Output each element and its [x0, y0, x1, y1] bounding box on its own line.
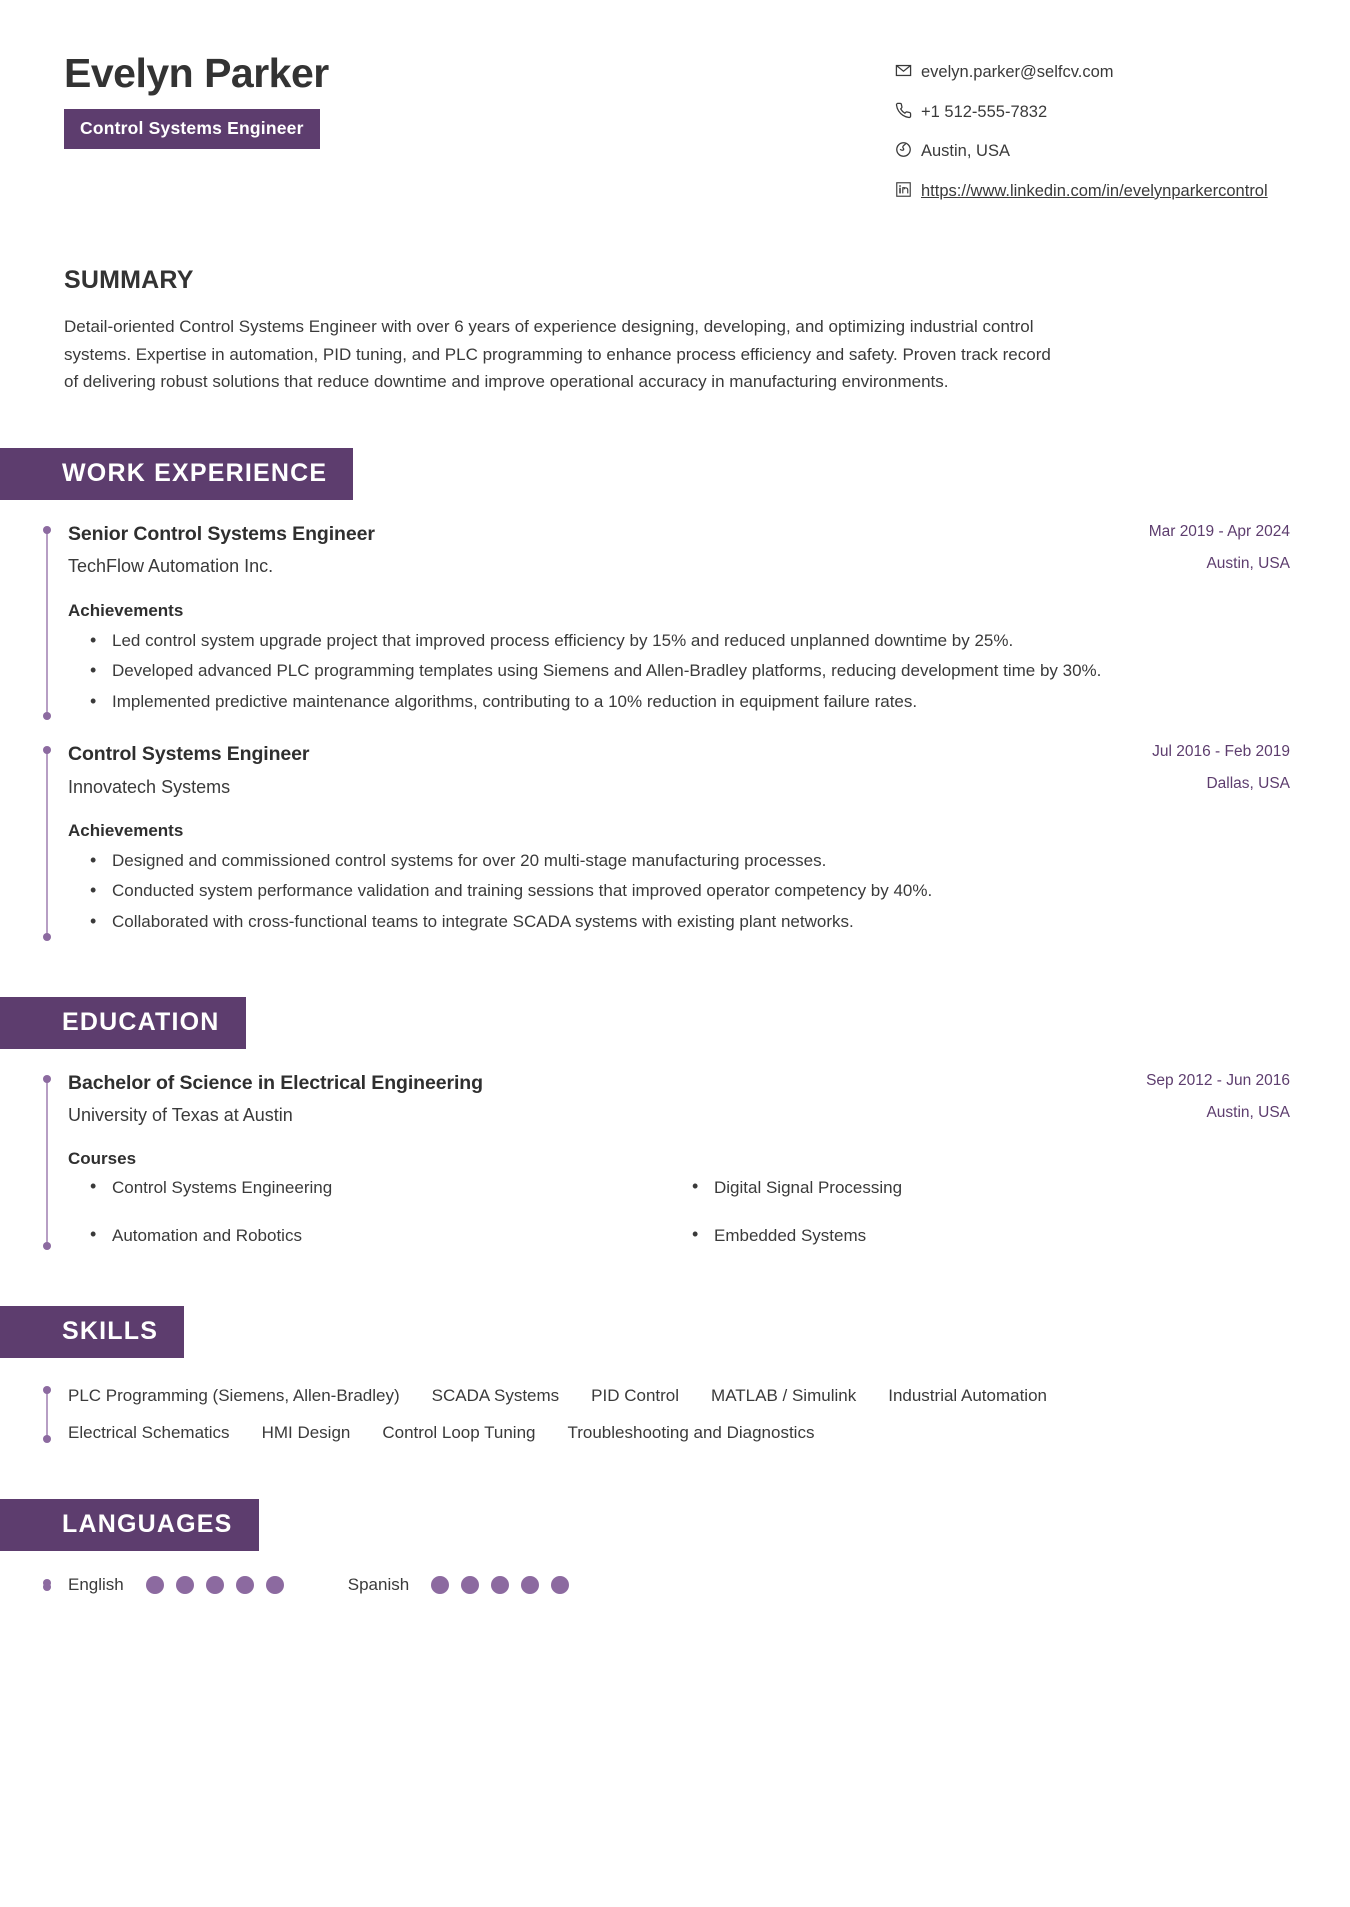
language-item — [348, 1575, 581, 1595]
list-item: • Conducted system performance validation and training sessions that improved operator competency by 40%. — [86, 877, 1290, 905]
timeline-dot-bottom — [43, 933, 51, 941]
rating-dot — [521, 1576, 539, 1594]
work-entry — [46, 742, 1290, 944]
work-entry-bullets — [86, 627, 1290, 716]
rating-dot — [461, 1576, 479, 1594]
work-entry — [46, 522, 1290, 724]
language-name: English — [68, 1574, 124, 1594]
contact-item-location — [895, 139, 1290, 165]
languages-banner-wrap — [0, 1499, 1350, 1551]
summary-section — [0, 266, 1350, 396]
skills-heading: SKILLS — [0, 1306, 184, 1358]
list-item: • Embedded Systems — [688, 1223, 1290, 1249]
work-entry-header — [68, 522, 1290, 579]
work-entry-organization: TechFlow Automation Inc. — [68, 556, 274, 577]
linkedin-icon — [895, 179, 921, 198]
skill-chip: SCADA Systems — [431, 1386, 560, 1406]
work-entry-location: Austin, USA — [1206, 554, 1290, 572]
list-item: • Developed advanced PLC programming templates using Siemens and Allen-Bradley platforms, reducing development time by 30%. — [86, 657, 1290, 685]
summary-text: Detail-oriented Control Systems Engineer with over 6 years of experience designing, developing, and optimizing industrial control systems. Expertise in automation, PID tuning, and PLC programming to enhance process efficiency and safety. Proven track record of delivering robust solutions that reduce downtime and improve operational accuracy in manufacturing environments. — [64, 317, 1051, 392]
contact-item-linkedin[interactable] — [895, 179, 1290, 205]
education-entry-school: University of Texas at Austin — [68, 1104, 293, 1125]
contact-item-email — [895, 60, 1290, 86]
skill-chip: MATLAB / Simulink — [711, 1386, 857, 1406]
list-item: • Digital Signal Processing — [688, 1175, 1290, 1201]
skills-banner-wrap — [0, 1306, 1350, 1358]
work-entry-header — [68, 742, 1290, 799]
contact-list — [895, 50, 1290, 218]
education-heading: EDUCATION — [0, 997, 246, 1049]
list-item: • Automation and Robotics — [86, 1223, 688, 1249]
skill-chip: Troubleshooting and Diagnostics — [567, 1423, 815, 1443]
work-entry-sub-label: Achievements — [68, 600, 184, 620]
work-entry-date: Jul 2016 - Feb 2019 — [1152, 743, 1290, 761]
work-experience-entries — [0, 522, 1350, 945]
work-entry-organization: Innovatech Systems — [68, 776, 231, 797]
phone-icon — [895, 100, 921, 119]
timeline-dot-bottom — [43, 1583, 51, 1591]
language-item — [68, 1575, 296, 1595]
rating-dot — [176, 1576, 194, 1594]
education-entry-degree: Bachelor of Science in Electrical Engineering — [68, 1071, 483, 1094]
work-entry-title: Control Systems Engineer — [68, 743, 310, 766]
rating-dot — [266, 1576, 284, 1594]
timeline-dot-top — [43, 746, 51, 754]
education-entries — [0, 1071, 1350, 1255]
list-item: • Control Systems Engineering — [86, 1175, 688, 1201]
language-name: Spanish — [347, 1574, 410, 1594]
skill-chip: Industrial Automation — [888, 1386, 1047, 1406]
list-item: • Led control system upgrade project that improved process efficiency by 15% and reduced unplanned downtime by 25%. — [86, 627, 1290, 655]
skill-chip: Control Loop Tuning — [382, 1423, 536, 1443]
timeline-dot-top — [43, 1075, 51, 1083]
work-experience-banner-wrap — [0, 448, 1350, 500]
contact-phone-value: +1 512-555-7832 — [921, 102, 1048, 121]
timeline-line — [46, 1390, 48, 1438]
skill-chip: PID Control — [591, 1386, 680, 1406]
timeline-dot-bottom — [43, 1242, 51, 1250]
envelope-icon — [895, 60, 921, 79]
courses-grid — [86, 1175, 1290, 1248]
page-title: Evelyn Parker — [64, 50, 329, 96]
globe-icon — [895, 139, 921, 158]
skills-list — [46, 1382, 1290, 1446]
header-identity — [60, 50, 680, 149]
timeline-dot-bottom — [43, 712, 51, 720]
skill-chip: PLC Programming (Siemens, Allen-Bradley) — [68, 1386, 400, 1406]
list-item: • Designed and commissioned control systems for over 20 multi-stage manufacturing processes. — [86, 847, 1290, 875]
language-rating — [431, 1576, 581, 1594]
work-experience-heading: WORK EXPERIENCE — [0, 448, 353, 500]
rating-dot — [491, 1576, 509, 1594]
contact-location-value: Austin, USA — [921, 142, 1010, 161]
work-entry-sub-label: Achievements — [68, 820, 184, 840]
work-entry-title: Senior Control Systems Engineer — [68, 522, 375, 545]
skills-row — [68, 1419, 1290, 1446]
timeline-line — [46, 1079, 48, 1247]
contact-item-phone — [895, 100, 1290, 126]
list-item: • Collaborated with cross-functional teams to integrate SCADA systems with existing plant networks. — [86, 908, 1290, 936]
education-entry-header — [68, 1071, 1290, 1128]
education-entry-sub-label: Courses — [68, 1149, 137, 1169]
education-banner-wrap — [0, 997, 1350, 1049]
timeline-line — [46, 750, 48, 936]
work-entry-location: Dallas, USA — [1206, 775, 1290, 793]
languages-list — [46, 1575, 1290, 1595]
education-entry-location: Austin, USA — [1206, 1103, 1290, 1121]
contact-linkedin-value[interactable]: https://www.linkedin.com/in/evelynparkercontrol — [921, 181, 1268, 200]
work-entry-date: Mar 2019 - Apr 2024 — [1148, 522, 1290, 540]
timeline-dot-bottom — [43, 1435, 51, 1443]
skills-row — [68, 1382, 1290, 1409]
education-entry-date: Sep 2012 - Jun 2016 — [1146, 1071, 1290, 1089]
rating-dot — [236, 1576, 254, 1594]
timeline-line — [46, 530, 48, 716]
rating-dot — [146, 1576, 164, 1594]
rating-dot — [431, 1576, 449, 1594]
language-rating — [146, 1576, 296, 1594]
timeline-dot-top — [43, 1386, 51, 1394]
resume-header — [0, 0, 1350, 218]
rating-dot — [551, 1576, 569, 1594]
rating-dot — [206, 1576, 224, 1594]
education-entry — [46, 1071, 1290, 1255]
contact-email-value: evelyn.parker@selfcv.com — [921, 63, 1114, 81]
list-item: • Implemented predictive maintenance algorithms, contributing to a 10% reduction in equipment failure rates. — [86, 688, 1290, 716]
languages-heading: LANGUAGES — [0, 1499, 259, 1551]
work-entry-bullets — [86, 847, 1290, 936]
skill-chip: Electrical Schematics — [68, 1423, 230, 1443]
skill-chip: HMI Design — [261, 1423, 351, 1443]
summary-heading: SUMMARY — [64, 266, 194, 295]
timeline-dot-top — [43, 526, 51, 534]
job-title-badge: Control Systems Engineer — [64, 109, 320, 149]
